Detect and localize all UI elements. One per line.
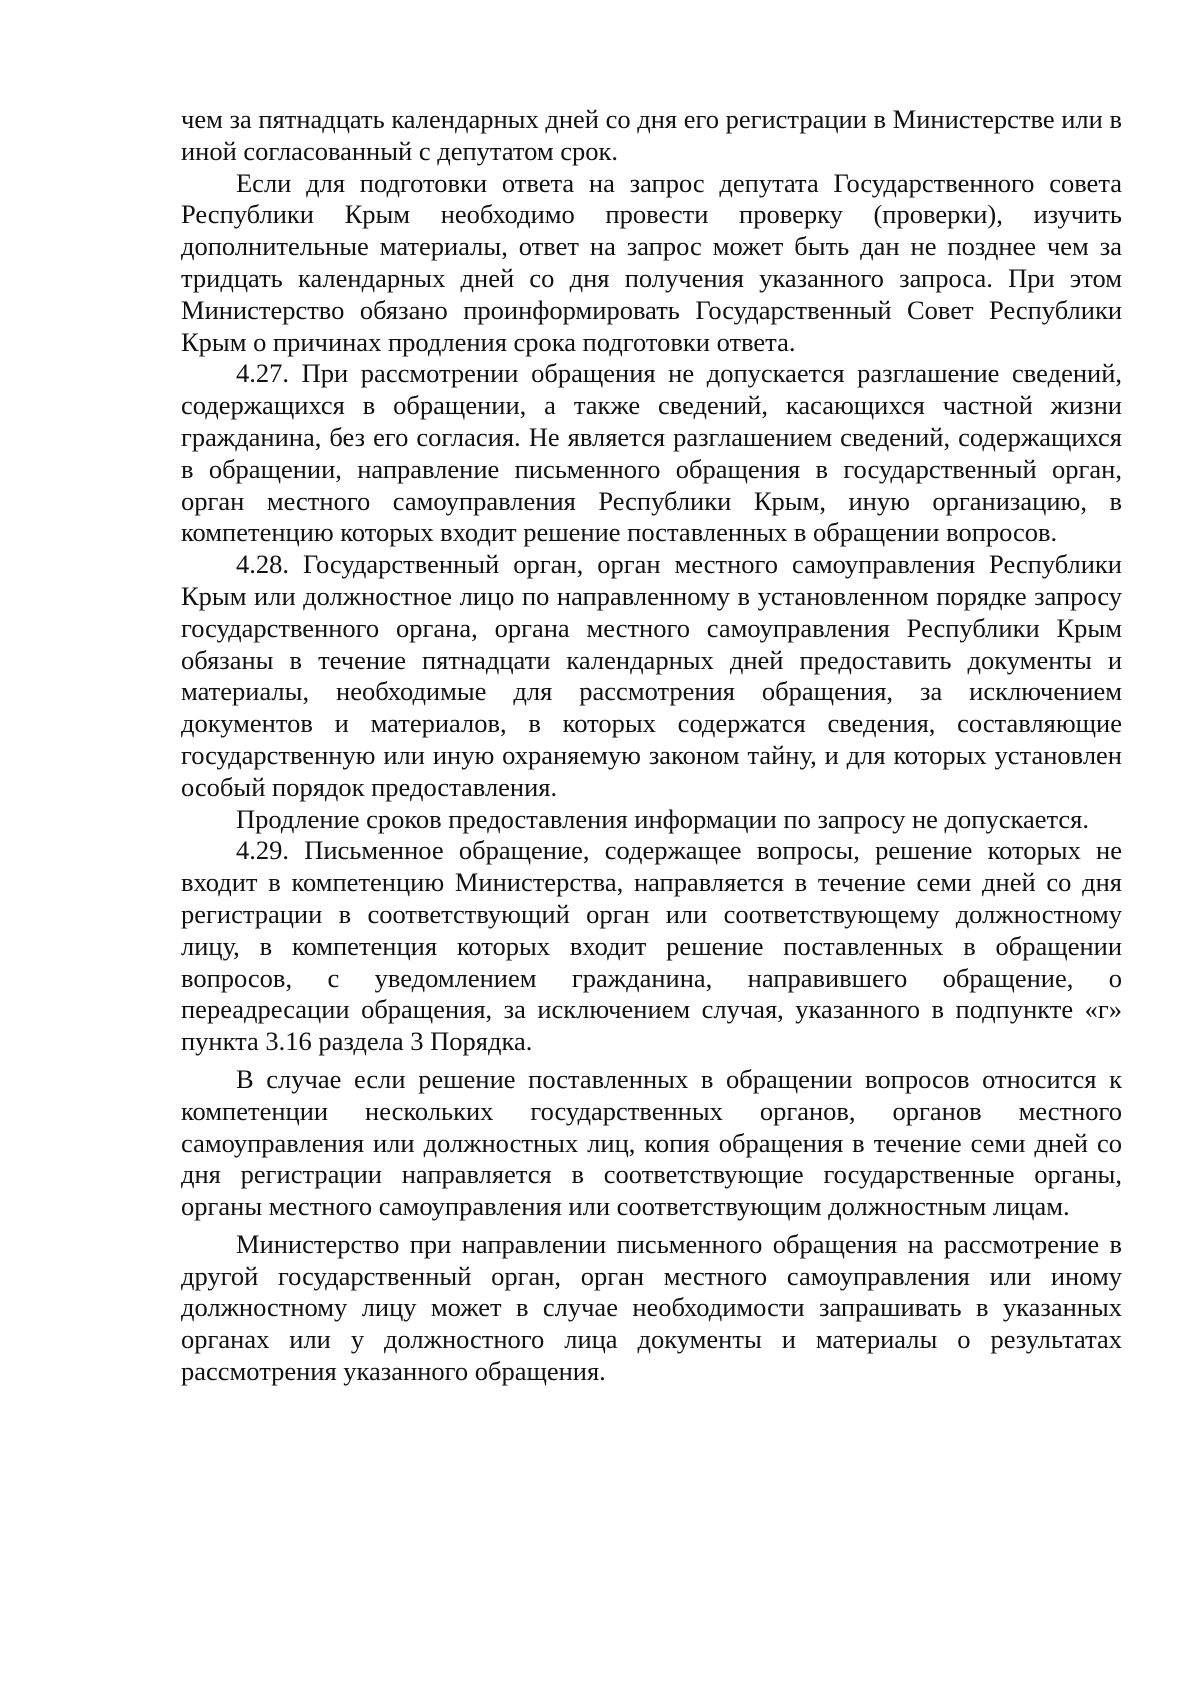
paragraph-4-29: 4.29. Письменное обращение, содержащее вопросы, решение которых не входит в компетенцию Министерства, направляется в течение семи дней со дня регистрации в соответствующий орган или соответствующему должностному лицу, в компетенция которых входит решение поставленных в обращении вопросов, с уведомлением гражданина, направившего обращение, о переадресации обращения, за исключением случая, указанного в подпункте «г» пункта 3.16 раздела 3 Порядка. [181, 835, 1122, 1057]
paragraph-multiple-bodies: В случае если решение поставленных в обращении вопросов относится к компетенции нескольких государственных органов, органов местного самоуправления или должностных лиц, копия обращения в течение семи дней со дня регистрации направляется в соответствующие государственные органы, органы местного самоуправления или соответствующим должностным лицам. [181, 1063, 1122, 1222]
paragraph-deputy-request: Если для подготовки ответа на запрос депутата Государственного совета Республики Крым необходимо провести проверку (проверки), изучить дополнительные материалы, ответ на запрос может быть дан не позднее чем за тридцать календарных дней со дня получения указанного запроса. При этом Министерство обязано проинформировать Государственный Совет Республики Крым о причинах продления срока подготовки ответа. [181, 167, 1122, 357]
paragraph-ministry-request: Министерство при направлении письменного обращения на рассмотрение в другой государственный орган, орган местного самоуправления или иному должностному лицу может в случае необходимости запрашивать в указанных органах или у должностного лица документы и материалы о результатах рассмотрения указанного обращения. [181, 1228, 1122, 1387]
document-body [181, 104, 1122, 1388]
paragraph-4-28: 4.28. Государственный орган, орган местного самоуправления Республики Крым или должностное лицо по направленному в установленном порядке запросу государственного органа, органа местного самоуправления Республики Крым обязаны в течение пятнадцати календарных дней предоставить документы и материалы, необходимые для рассмотрения обращения, за исключением документов и материалов, в которых содержатся сведения, составляющие государственную или иную охраняемую законом тайну, и для которых установлен особый порядок предоставления. [181, 549, 1122, 802]
paragraph-continuation: чем за пятнадцать календарных дней со дня его регистрации в Министерстве или в иной согласованный с депутатом срок. [181, 104, 1122, 166]
paragraph-extension: Продление сроков предоставления информации по запросу не допускается. [236, 803, 1089, 834]
paragraph-4-27: 4.27. При рассмотрении обращения не допускается разглашение сведений, содержащихся в обращении, а также сведений, касающихся частной жизни гражданина, без его согласия. Не является разглашением сведений, содержащихся в обращении, направление письменного обращения в государственный орган, орган местного самоуправления Республики Крым, иную организацию, в компетенцию которых входит решение поставленных в обращении вопросов. [181, 358, 1122, 548]
